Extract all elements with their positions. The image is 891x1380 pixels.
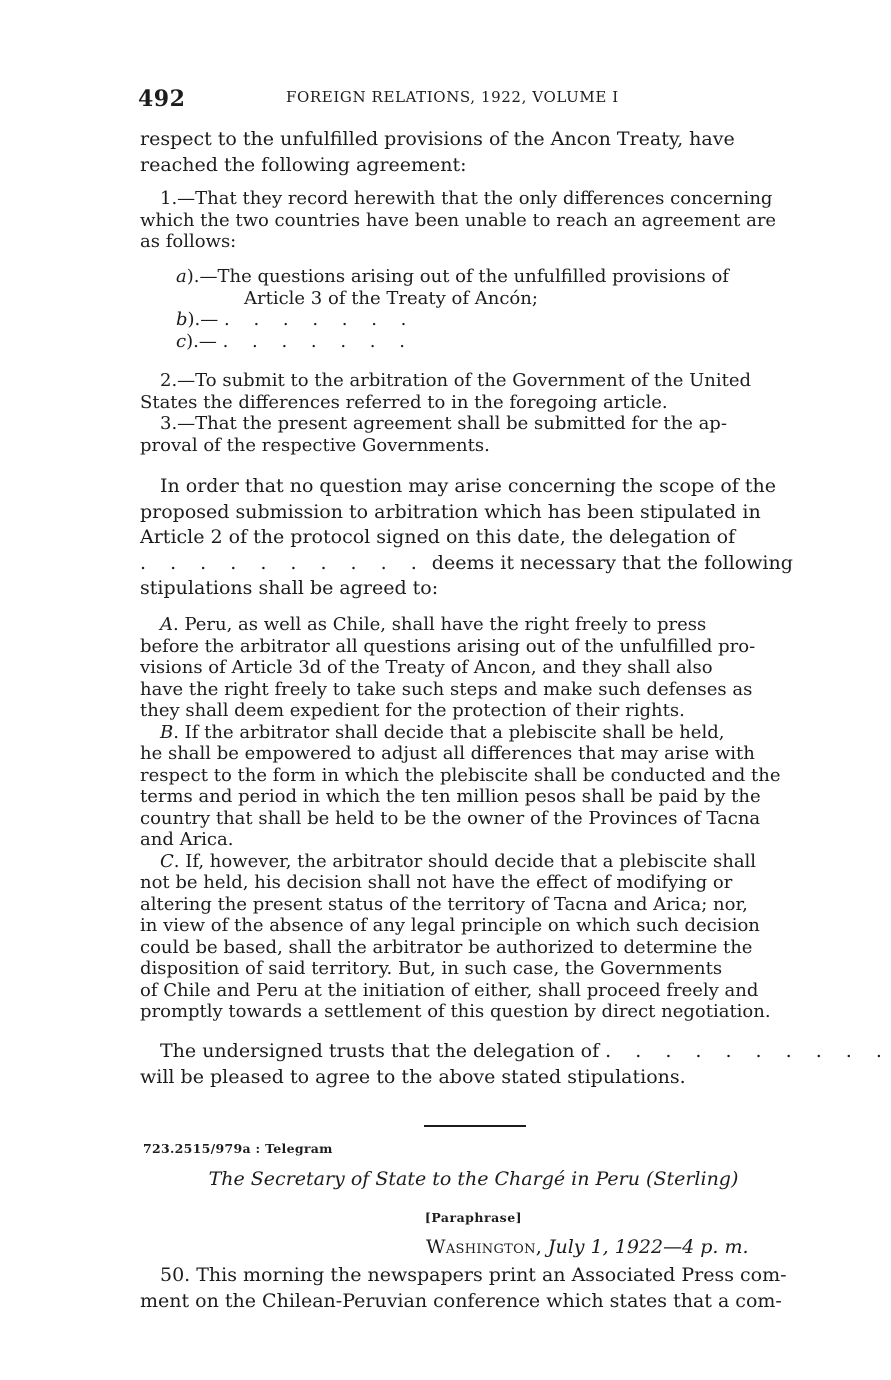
dateline [426, 1236, 749, 1258]
text-line: In order that no question may arise concerning the scope of the [160, 475, 776, 497]
agreement-subitems [140, 266, 807, 352]
text-line: not be held, his decision shall not have the effect of modifying or [140, 872, 733, 893]
section-divider [424, 1125, 526, 1127]
text-line: 1.—That they record herewith that the only differences concerning [160, 188, 773, 209]
text-line: visions of Article 3d of the Treaty of Ancon, and they shall also [140, 657, 713, 678]
text-line: which the two countries have been unable to reach an agreement are [140, 209, 777, 231]
text-line: before the arbitrator all questions arising out of the unfulfilled pro- [140, 635, 756, 657]
subitem-c [140, 331, 807, 353]
text-line: Article 2 of the protocol signed on this date, the delegation of [140, 526, 736, 548]
text-line [140, 551, 807, 577]
text-fragment: . If the arbitrator shall decide that a plebiscite shall be held, [173, 721, 725, 743]
dateline-date: July 1, 1922—4 p. m. [547, 1236, 749, 1258]
text-line: terms and period in which the ten million pesos shall be paid by the [140, 786, 761, 807]
omission-dots: . . . . . . . . . . [140, 551, 426, 574]
subitem-label: a [176, 266, 187, 287]
telegram-body [140, 1263, 807, 1314]
closing-paragraph [140, 1039, 891, 1090]
text-line: they shall deem expedient for the protection of their rights. [140, 700, 685, 721]
text-line: 3.—That the present agreement shall be submitted for the ap- [160, 413, 727, 434]
text-line: stipulations shall be agreed to: [140, 577, 439, 599]
omission-dots: . . . . . . . [222, 330, 414, 352]
text-fragment: The undersigned trusts that the delegation of [160, 1040, 606, 1062]
text-line: and Arica. [140, 829, 234, 850]
text-line [140, 1039, 891, 1065]
text-line: he shall be empowered to adjust all differences that may arise with [140, 743, 755, 764]
page-header [138, 84, 808, 114]
subitem-text: ).— [187, 309, 224, 330]
text-line: ment on the Chilean-Peruvian conference which states that a com- [140, 1289, 782, 1312]
text-line: proval of the respective Governments. [140, 434, 490, 456]
subitem-text: ).—The questions arising out of the unfulfilled provisions of [186, 266, 729, 287]
text-line: could be based, shall the arbitrator be authorized to determine the [140, 936, 753, 958]
stipulation-label: C [160, 850, 174, 872]
text-fragment: deems it necessary that the following [425, 551, 793, 574]
file-reference: 723.2515/979a : Telegram [143, 1141, 333, 1156]
memorandum-paragraph [140, 474, 807, 602]
text-line: disposition of said territory. But, in such case, the Governments [140, 958, 723, 979]
omission-dots: . . . . . . . [224, 309, 416, 330]
text-line: in view of the absence of any legal principle on which such decision [140, 915, 760, 936]
agreement-item-1 [140, 188, 807, 253]
stipulation-label: B [160, 721, 174, 743]
text-line: 50. This morning the newspapers print an Associated Press com- [160, 1264, 787, 1286]
text-line: altering the present status of the territory of Tacna and Arica; nor, [140, 893, 748, 915]
text-line: respect to the form in which the plebiscite shall be conducted and the [140, 764, 781, 786]
subitem-a-continuation: Article 3 of the Treaty of Ancón; [244, 287, 538, 309]
running-title: FOREIGN RELATIONS, 1922, VOLUME I [286, 88, 619, 106]
subitem-text: ).— [186, 330, 223, 352]
subitem-b [140, 309, 807, 331]
subitem-label: b [176, 309, 188, 330]
text-line: respect to the unfulfilled provisions of the Ancon Treaty, have [140, 128, 735, 150]
text-line: 2.—To submit to the arbitration of the Government of the United [160, 370, 752, 391]
text-line: promptly towards a settlement of this question by direct negotiation. [140, 1001, 771, 1022]
stipulation-b [140, 722, 807, 744]
text-line: of Chile and Peru at the initiation of either, shall proceed freely and [140, 979, 759, 1001]
text-line: have the right freely to take such steps and make such defenses as [140, 678, 753, 700]
stipulation-label: A [160, 614, 173, 635]
subitem-a [140, 266, 807, 288]
paraphrase-note: [Paraphrase] [424, 1210, 523, 1225]
agreement-items-2-3 [140, 370, 807, 456]
text-fragment: . Peru, as well as Chile, shall have the right freely to press [173, 614, 707, 635]
text-line: as follows: [140, 231, 237, 252]
stipulation-c [140, 851, 807, 873]
text-line: proposed submission to arbitration which has been stipulated in [140, 500, 761, 523]
subitem-label: c [176, 330, 187, 352]
text-line: States the differences referred to in the foregoing article. [140, 391, 668, 413]
text-line: country that shall be held to be the owner of the Provinces of Tacna [140, 807, 761, 829]
omission-dots: . . . . . . . . . . [605, 1040, 891, 1062]
page-number: 492 [138, 86, 186, 112]
intro-paragraph [140, 127, 807, 178]
text-line: reached the following agreement: [140, 153, 467, 176]
telegram-title: The Secretary of State to the Chargé in Peru (Sterling) [208, 1168, 739, 1190]
text-fragment: . If, however, the arbitrator should decide that a plebiscite shall [173, 850, 757, 872]
stipulations [140, 614, 807, 1023]
dateline-separator: , [535, 1236, 548, 1258]
text-line: will be pleased to agree to the above stated stipulations. [140, 1065, 686, 1088]
stipulation-a [140, 614, 807, 636]
dateline-place: Washington [426, 1236, 536, 1258]
